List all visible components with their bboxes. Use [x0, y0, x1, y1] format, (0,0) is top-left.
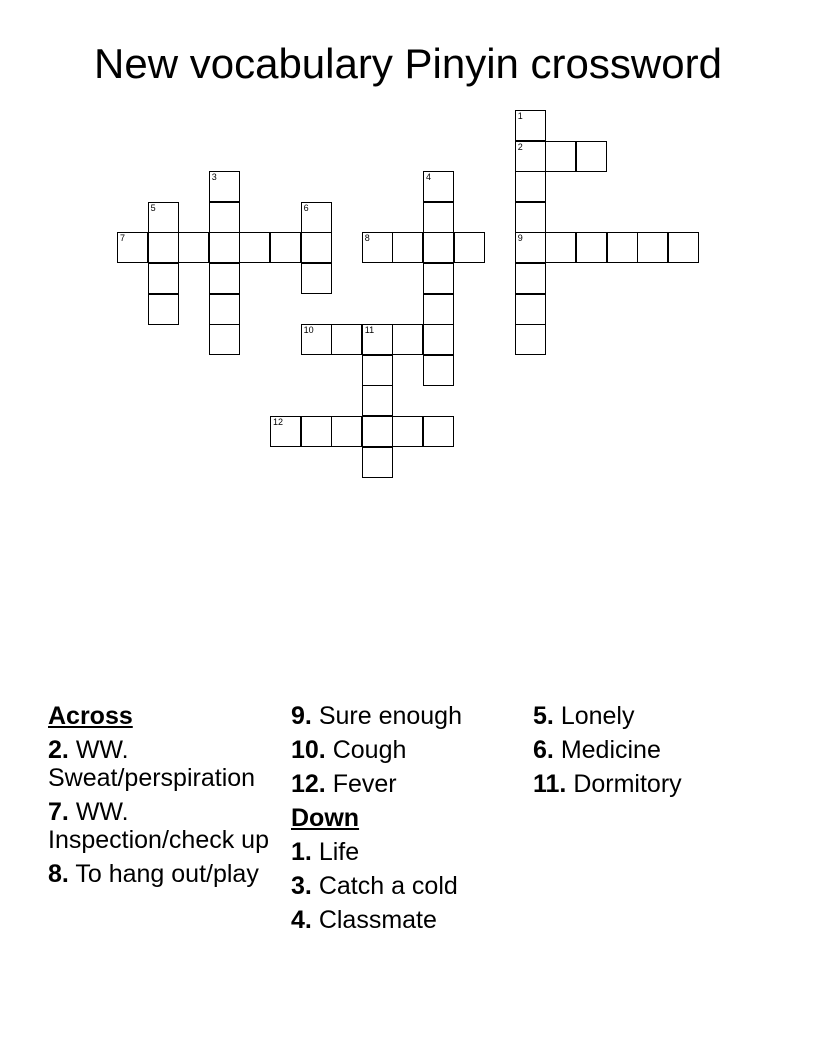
grid-cell[interactable] [362, 232, 393, 263]
grid-cell[interactable] [209, 263, 240, 294]
clue-number: 11. [533, 770, 567, 798]
clue-text: Fever [332, 770, 397, 798]
cell-number: 11 [364, 325, 375, 336]
clue-number: 7. [48, 798, 69, 826]
clue-number: 10. [291, 736, 326, 764]
clue-down-1 [291, 838, 531, 866]
grid-cell[interactable] [331, 324, 362, 355]
cell-number: 5 [150, 202, 156, 213]
cell-number: 9 [517, 233, 523, 244]
grid-cell[interactable] [515, 232, 546, 263]
clue-number: 4. [291, 906, 312, 934]
clue-down-11 [533, 770, 773, 798]
clue-number: 1. [291, 838, 312, 866]
grid-cell[interactable] [423, 324, 454, 355]
clue-down-4 [291, 906, 531, 934]
cell-number: 4 [426, 172, 432, 183]
grid-cell[interactable] [668, 232, 699, 263]
grid-cell[interactable] [362, 385, 393, 416]
clue-number: 9. [291, 702, 312, 730]
clue-number: 5. [533, 702, 554, 730]
clue-text: Life [318, 838, 360, 866]
cell-number: 6 [303, 202, 309, 213]
grid-cell[interactable] [148, 263, 179, 294]
grid-cell[interactable] [576, 232, 607, 263]
grid-cell[interactable] [270, 232, 301, 263]
clue-down-3 [291, 872, 531, 900]
clue-number: 8. [48, 860, 69, 888]
clue-number: 12. [291, 770, 326, 798]
grid-cell[interactable] [301, 232, 332, 263]
grid-cell[interactable] [362, 324, 393, 355]
clue-across-12 [291, 770, 531, 798]
clue-text: Catch a cold [318, 872, 458, 900]
grid-cell[interactable] [148, 232, 179, 263]
cell-number: 8 [364, 233, 370, 244]
grid-cell[interactable] [515, 324, 546, 355]
grid-cell[interactable] [301, 324, 332, 355]
grid-cell[interactable] [454, 232, 485, 263]
clue-down-6 [533, 736, 773, 764]
grid-cell[interactable] [545, 232, 576, 263]
grid-cell[interactable] [362, 416, 393, 447]
grid-cell[interactable] [423, 263, 454, 294]
grid-cell[interactable] [515, 110, 546, 141]
clue-across-9 [291, 702, 531, 730]
grid-cell[interactable] [423, 416, 454, 447]
clue-text: Lonely [560, 702, 635, 730]
clue-text: Cough [332, 736, 407, 764]
grid-cell[interactable] [392, 232, 423, 263]
cell-number: 2 [517, 141, 523, 152]
clue-down-5 [533, 702, 773, 730]
grid-cell[interactable] [301, 202, 332, 233]
clue-text: Dormitory [573, 770, 682, 798]
cell-number: 7 [120, 233, 126, 244]
page-title: New vocabulary Pinyin crossword [94, 40, 722, 87]
clue-text: WW. Sweat/perspiration [48, 736, 256, 792]
clue-text: Medicine [560, 736, 661, 764]
across-heading: Across [48, 702, 133, 730]
grid-cell[interactable] [423, 294, 454, 325]
down-heading: Down [291, 804, 360, 832]
clue-number: 3. [291, 872, 312, 900]
grid-cell[interactable] [607, 232, 638, 263]
clue-across-8 [48, 860, 288, 888]
grid-cell[interactable] [117, 232, 148, 263]
clue-across-7 [48, 798, 288, 854]
clue-text: Classmate [318, 906, 437, 934]
grid-cell[interactable] [209, 324, 240, 355]
grid-cell[interactable] [515, 141, 546, 172]
grid-cell[interactable] [392, 416, 423, 447]
grid-cell[interactable] [301, 416, 332, 447]
grid-cell[interactable] [423, 202, 454, 233]
grid-cell[interactable] [392, 324, 423, 355]
grid-cell[interactable] [209, 171, 240, 202]
clue-text: Sure enough [318, 702, 462, 730]
clue-text: WW. Inspection/check up [48, 798, 269, 854]
grid-cell[interactable] [515, 171, 546, 202]
clue-text: To hang out/play [75, 860, 259, 888]
grid-cell[interactable] [423, 171, 454, 202]
grid-cell[interactable] [515, 294, 546, 325]
grid-cell[interactable] [239, 232, 270, 263]
clues-column-3 [533, 702, 773, 804]
grid-cell[interactable] [331, 416, 362, 447]
grid-cell[interactable] [301, 263, 332, 294]
clue-across-10 [291, 736, 531, 764]
grid-cell[interactable] [515, 263, 546, 294]
grid-cell[interactable] [209, 232, 240, 263]
grid-cell[interactable] [270, 416, 301, 447]
cell-number: 10 [303, 325, 314, 336]
grid-cell[interactable] [362, 355, 393, 386]
grid-cell[interactable] [423, 232, 454, 263]
grid-cell[interactable] [576, 141, 607, 172]
grid-cell[interactable] [545, 141, 576, 172]
cell-number: 1 [517, 111, 523, 121]
cell-number: 12 [273, 417, 284, 427]
clue-number: 2. [48, 736, 69, 764]
clues-column-1 [48, 702, 288, 894]
clues-column-2 [291, 702, 531, 940]
clue-number: 6. [533, 736, 554, 764]
cell-number: 3 [211, 172, 217, 183]
grid-cell[interactable] [637, 232, 668, 263]
clue-across-2 [48, 736, 288, 792]
grid-cell[interactable] [209, 294, 240, 325]
grid-cell[interactable] [515, 202, 546, 233]
grid-cell[interactable] [423, 355, 454, 386]
grid-cell[interactable] [178, 232, 209, 263]
grid-cell[interactable] [148, 202, 179, 233]
grid-cell[interactable] [362, 447, 393, 478]
grid-cell[interactable] [209, 202, 240, 233]
grid-cell[interactable] [148, 294, 179, 325]
